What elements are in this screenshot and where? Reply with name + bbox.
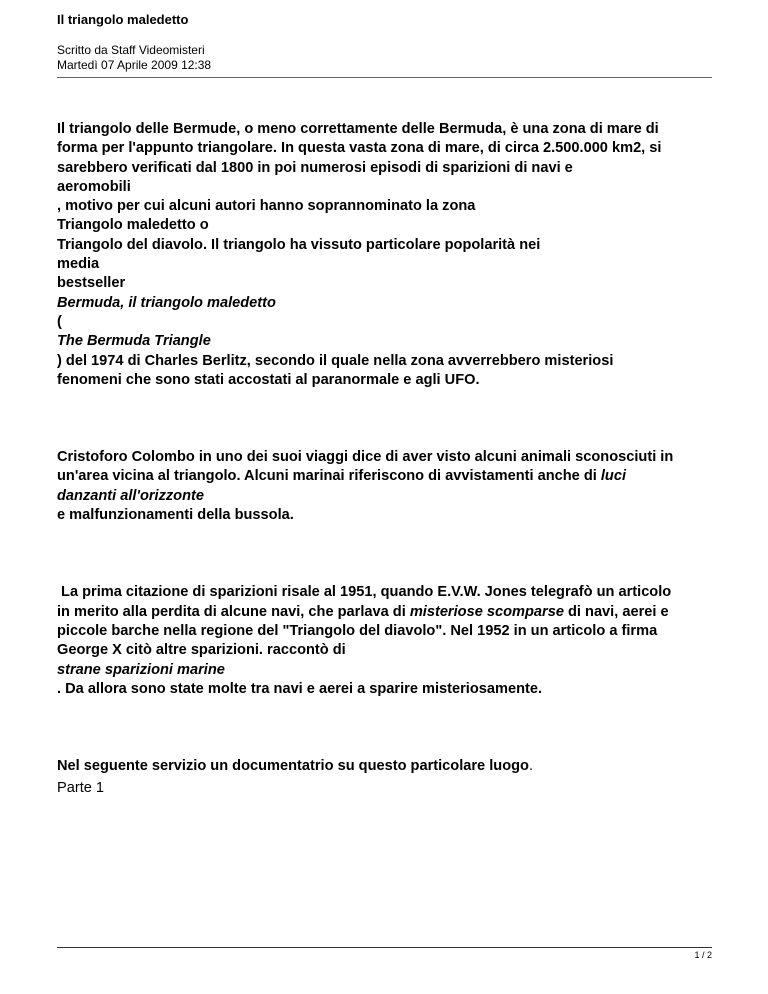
paragraph-colombo [57,448,717,525]
text-line: Triangolo maledetto o [57,217,209,234]
page-number: 1 / 2 [694,950,712,960]
text-line: George X citò altre sparizioni. raccontò di [57,642,346,659]
text-line: Il triangolo delle Bermude, o meno correttamente delle Bermuda, è una zona di mare di [57,121,659,137]
date-line: Martedì 07 Aprile 2009 12:38 [57,58,212,72]
footer-divider [57,947,712,948]
author-line: Scritto da Staff Videomisteri [57,43,205,57]
text-line: piccole barche nella regione del "Triangolo del diavolo". Nel 1952 in un articolo a firma [57,622,658,639]
text-line: in merito alla perdita di alcune navi, che parlava di misteriose scomparse di navi, aerei e [57,603,669,620]
book-title-italian: Bermuda, il triangolo maledetto [57,294,276,311]
part-label: Parte 1 [57,780,105,796]
text-line: La prima citazione di sparizioni risale al 1951, quando E.V.W. Jones telegrafò un articolo [57,584,672,601]
text-line: , motivo per cui alcuni autori hanno soprannominato la zona [57,198,476,215]
article-body [57,120,717,776]
text-line: ) del 1974 di Charles Berlitz, secondo il quale nella zona avverrebbero misteriosi [57,352,614,369]
paragraph-closing [57,757,717,776]
text-line: media [57,256,100,273]
text-line: forma per l'appunto triangolare. In questa vasta zona di mare, di circa 2.500.000 km2, si [57,140,662,157]
text-line: danzanti all'orizzonte [57,487,204,504]
article-meta [57,43,211,73]
text-line: Triangolo del diavolo. Il triangolo ha vissuto particolare popolarità nei [57,236,541,253]
text-line: e malfunzionamenti della bussola. [57,507,294,524]
paragraph-intro [57,120,717,390]
page-title: Il triangolo maledetto [57,12,189,27]
text-line: fenomeni che sono stati accostati al paranormale e agli UFO. [57,371,480,388]
paragraph-history [57,583,717,699]
book-title-english: The Bermuda Triangle [57,333,211,350]
text-line: Cristoforo Colombo in uno dei suoi viaggi dice di aver visto alcuni animali sconosciuti in [57,449,674,466]
text-line: ( [57,313,62,330]
text-line: bestseller [57,275,126,292]
header-divider [57,77,712,78]
text-line: sarebbero verificati dal 1800 in poi numerosi episodi di sparizioni di navi e [57,159,573,176]
text-line: . Da allora sono state molte tra navi e aerei a sparire misteriosamente. [57,680,543,697]
closing-text: Nel seguente servizio un documentatrio su questo particolare luogo [57,758,529,775]
text-line: aeromobili [57,178,131,195]
text-line: strane sparizioni marine [57,661,225,678]
text-line: un'area vicina al triangolo. Alcuni marinai riferiscono di avvistamenti anche di luci [57,468,627,485]
closing-dot: . [528,758,534,775]
